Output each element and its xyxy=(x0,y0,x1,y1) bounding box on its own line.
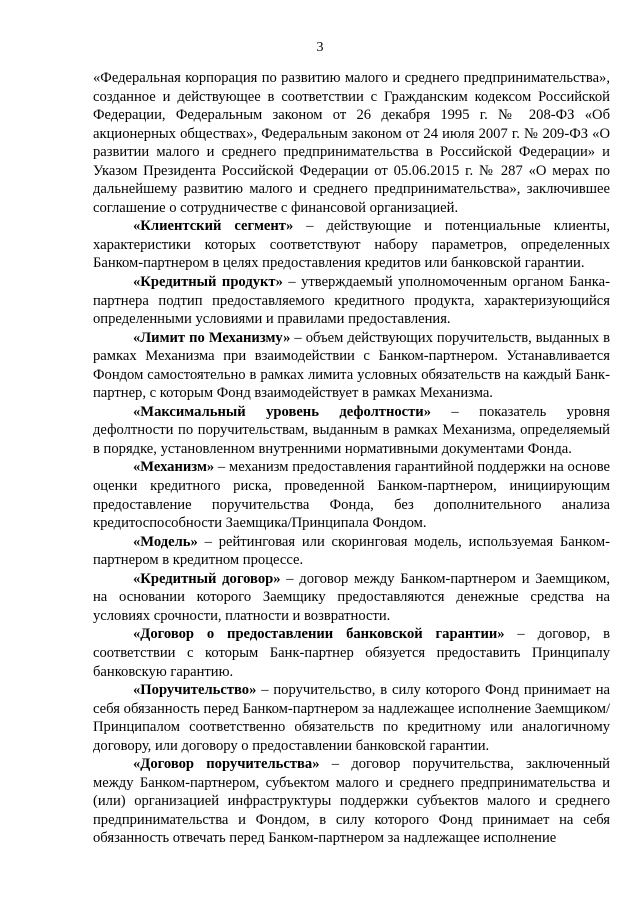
document-body xyxy=(93,69,610,848)
definition-text: – рейтинговая или скоринговая модель, используемая Банком-партнером в кредитном процессе. xyxy=(93,533,610,569)
term: «Максимальный уровень дефолтности» xyxy=(133,403,432,420)
term: «Договор поручительства» xyxy=(133,756,320,773)
paragraph-model xyxy=(93,533,610,570)
term: «Кредитный договор» xyxy=(133,570,281,587)
definition-text: – действующие и потенциальные клиенты, характеристики которых соответствуют набору параметров, определенных Банком-партнером в целях предоставления кредитов или банковской гарантии. xyxy=(93,218,611,272)
page-number: 3 xyxy=(316,40,324,55)
definition-text: – утверждаемый уполномоченным органом Банка-партнера подтип предоставляемого кредитного продукта, характеризующийся определенными условиями и правилами предоставления. xyxy=(93,274,610,328)
paragraph-fund-definition-continued xyxy=(93,69,610,217)
definition-text: – договор, в соответствии с которым Банк-партнер обязуется предоставить Принципалу банковскую гарантию. xyxy=(93,626,611,680)
term: «Поручительство» xyxy=(133,682,257,699)
definition-text: «Федеральная корпорация по развитию малого и среднего предпринимательства», созданное и действующее в соответствии с Гражданским кодексом Российской Федерации, Федеральным законом от 26 декабря 1995 г. № 208-ФЗ «Об акционерных обществах», Федеральным законом от 24 июля 2007 г. № 209-ФЗ «О развитии малого и среднего предпринимательства в Российской Федерации» и Указом Президента Российской Федерации от 05.06.2015 г. № 287 «О мерах по дальнейшему развитию малого и среднего предпринимательства», заключившее соглашение о сотрудничестве с финансовой организацией. xyxy=(93,70,610,216)
paragraph-credit-product xyxy=(93,273,610,329)
paragraph-surety-agreement xyxy=(93,755,610,848)
paragraph-client-segment xyxy=(93,217,610,273)
definition-text: – механизм предоставления гарантийной поддержки на основе оценки кредитного риска, проведенной Банком-партнером, инициирующим предоставление поручительства Фонда, без дополнительного анализа кредитоспособности Заемщика/Принципала Фондом. xyxy=(93,459,610,532)
paragraph-max-default-level xyxy=(93,403,610,459)
definition-text: – объем действующих поручительств, выданных в рамках Механизма при взаимодействии с Банком-партнером. Устанавливается Фондом самостоятельно в рамках лимита условных обязательств на каждый Банк-партнер, с которым Фонд взаимодействует в рамках Механизма. xyxy=(93,329,610,402)
term: «Договор о предоставлении банковской гарантии» xyxy=(133,626,505,643)
paragraph-mechanism-limit xyxy=(93,329,610,403)
term: «Клиентский сегмент» xyxy=(133,218,294,235)
term: «Лимит по Механизму» xyxy=(133,329,291,346)
paragraph-credit-agreement xyxy=(93,570,610,626)
paragraph-bank-guarantee-agreement xyxy=(93,625,610,681)
definition-text: – поручительство, в силу которого Фонд принимает на себя обязанность перед Банком-партнером за надлежащее исполнение Заемщиком/Принципалом соответственно обязательств по кредитному или аналогичному договору, или договору о предоставлении банковской гарантии. xyxy=(93,682,610,754)
term: «Кредитный продукт» xyxy=(133,274,283,291)
definition-text: – договор между Банком-партнером и Заемщиком, на основании которого Заемщику предоставляются денежные средства на условиях срочности, платности и возвратности. xyxy=(93,570,611,624)
term: «Модель» xyxy=(133,533,198,550)
paragraph-surety xyxy=(93,681,610,755)
definition-text: – договор поручительства, заключенный между Банком-партнером, субъектом малого и среднего предпринимательства и (или) организацией инфраструктуры поддержки субъектов малого и среднего предпринимательства и Фондом, в силу которого Фонд принимает на себя обязанность отвечать перед Банком-партнером за надлежащее исполнение xyxy=(93,756,610,847)
paragraph-mechanism xyxy=(93,458,610,532)
definition-text: – показатель уровня дефолтности по поручительствам, выданным в рамках Механизма, определяемый в порядке, установленном внутренними нормативными документами Фонда. xyxy=(93,403,610,457)
term: «Механизм» xyxy=(133,459,215,476)
